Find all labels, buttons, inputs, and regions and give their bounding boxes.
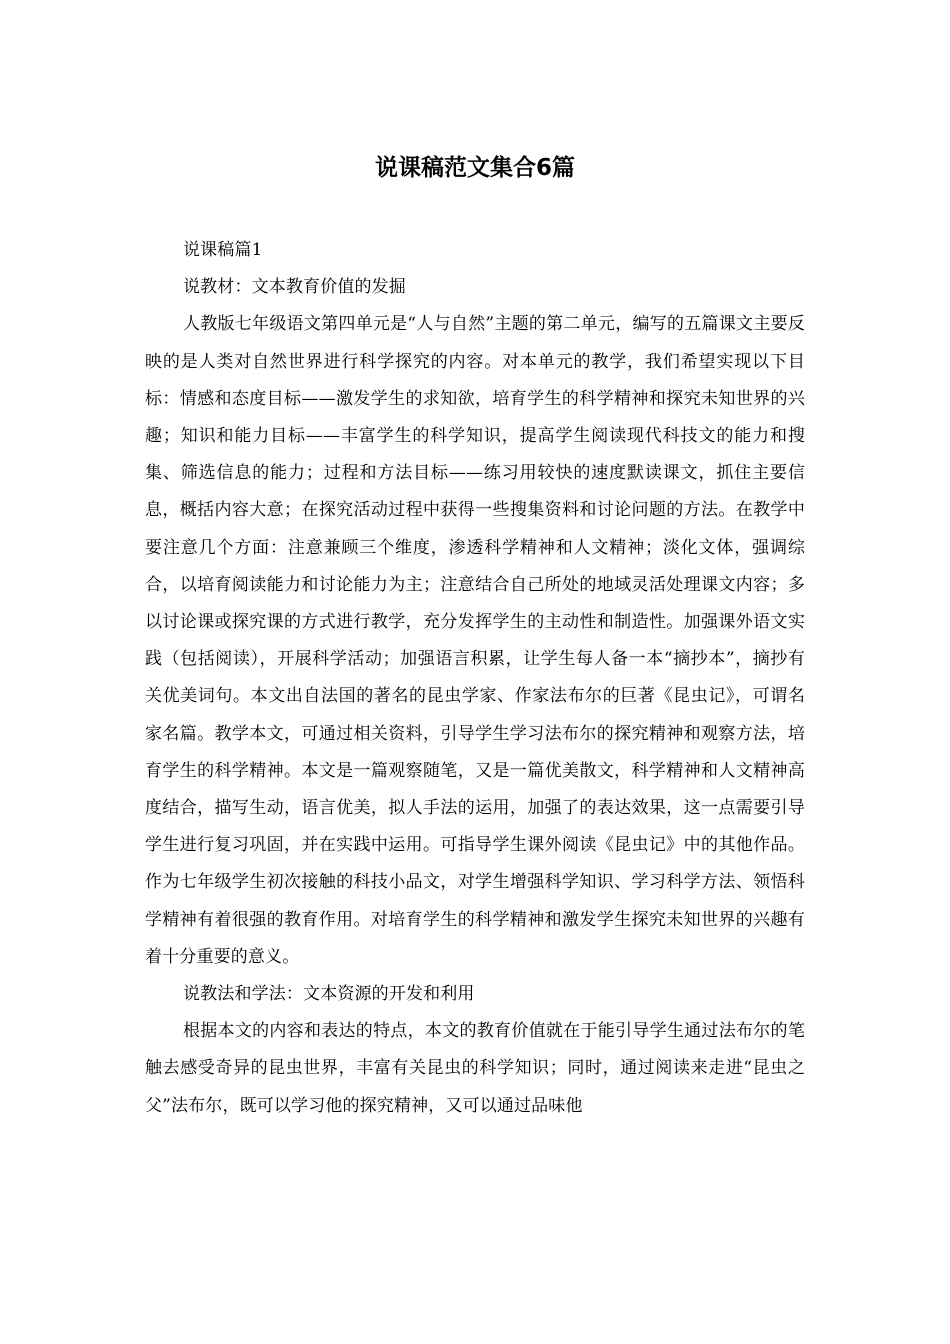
subsection-heading: 说教材：文本教育价值的发掘 — [183, 277, 406, 298]
body-paragraph: 人教版七年级语文第四单元是“人与自然”主题的第二单元，编写的五篇课文主要反映的是人类对自然世界进行科学探究的内容。对本单元的教学，我们希望实现以下目标：情感和态度目标——激发学生的求知欲，培育学生的科学精神和探究未知世界的兴趣；知识和能力目标——丰富学生的科学知识，提高学生阅读现代科技文的能力和搜集、筛选信息的能力；过程和方法目标——练习用较快的速度默读课文，抓住主要信息，概括内容大意；在探究活动过程中获得一些搜集资料和讨论问题的方法。在教学中要注意几个方面：注意兼顾三个维度，渗透科学精神和人文精神；淡化文体，强调综合，以培育阅读能力和讨论能力为主；注意结合自己所处的地域灵活处理课文内容；多以讨论课或探究课的方式进行教学，充分发挥学生的主动性和制造性。加强课外语文实践（包括阅读），开展科学活动；加强语言积累，让学生每人备一本“摘抄本”，摘抄有关优美词句。本文出自法国的著名的昆虫学家、作家法布尔的巨著《昆虫记》，可谓名家名篇。教学本文，可通过相关资料，引导学生学习法布尔的探究精神和观察方法，培育学生的科学精神。本文是一篇观察随笔，又是一篇优美散文，科学精神和人文精神高度结合，描写生动，语言优美，拟人手法的运用，加强了的表达效果，这一点需要引导学生进行复习巩固，并在实践中运用。可指导学生课外阅读《昆虫记》中的其他作品。作为七年级学生初次接触的科技小品文，对学生增强科学知识、学习科学方法、领悟科学精神有着很强的教育作用。对培育学生的科学精神和激发学生探究未知世界的兴趣有着十分重要的意义。 — [145, 314, 805, 967]
subsection-heading: 说教法和学法：文本资源的开发和利用 — [183, 984, 475, 1005]
body-paragraph: 根据本文的内容和表达的特点，本文的教育价值就在于能引导学生通过法布尔的笔触去感受奇异的昆虫世界，丰富有关昆虫的科学知识；同时，通过阅读来走进“昆虫之父”法布尔，既可以学习他的探究精神，又可以通过品味他 — [145, 1021, 805, 1116]
document-title: 说课稿范文集合6篇 — [374, 155, 575, 181]
document-body — [145, 232, 805, 1125]
section-heading: 说课稿篇1 — [183, 240, 263, 260]
